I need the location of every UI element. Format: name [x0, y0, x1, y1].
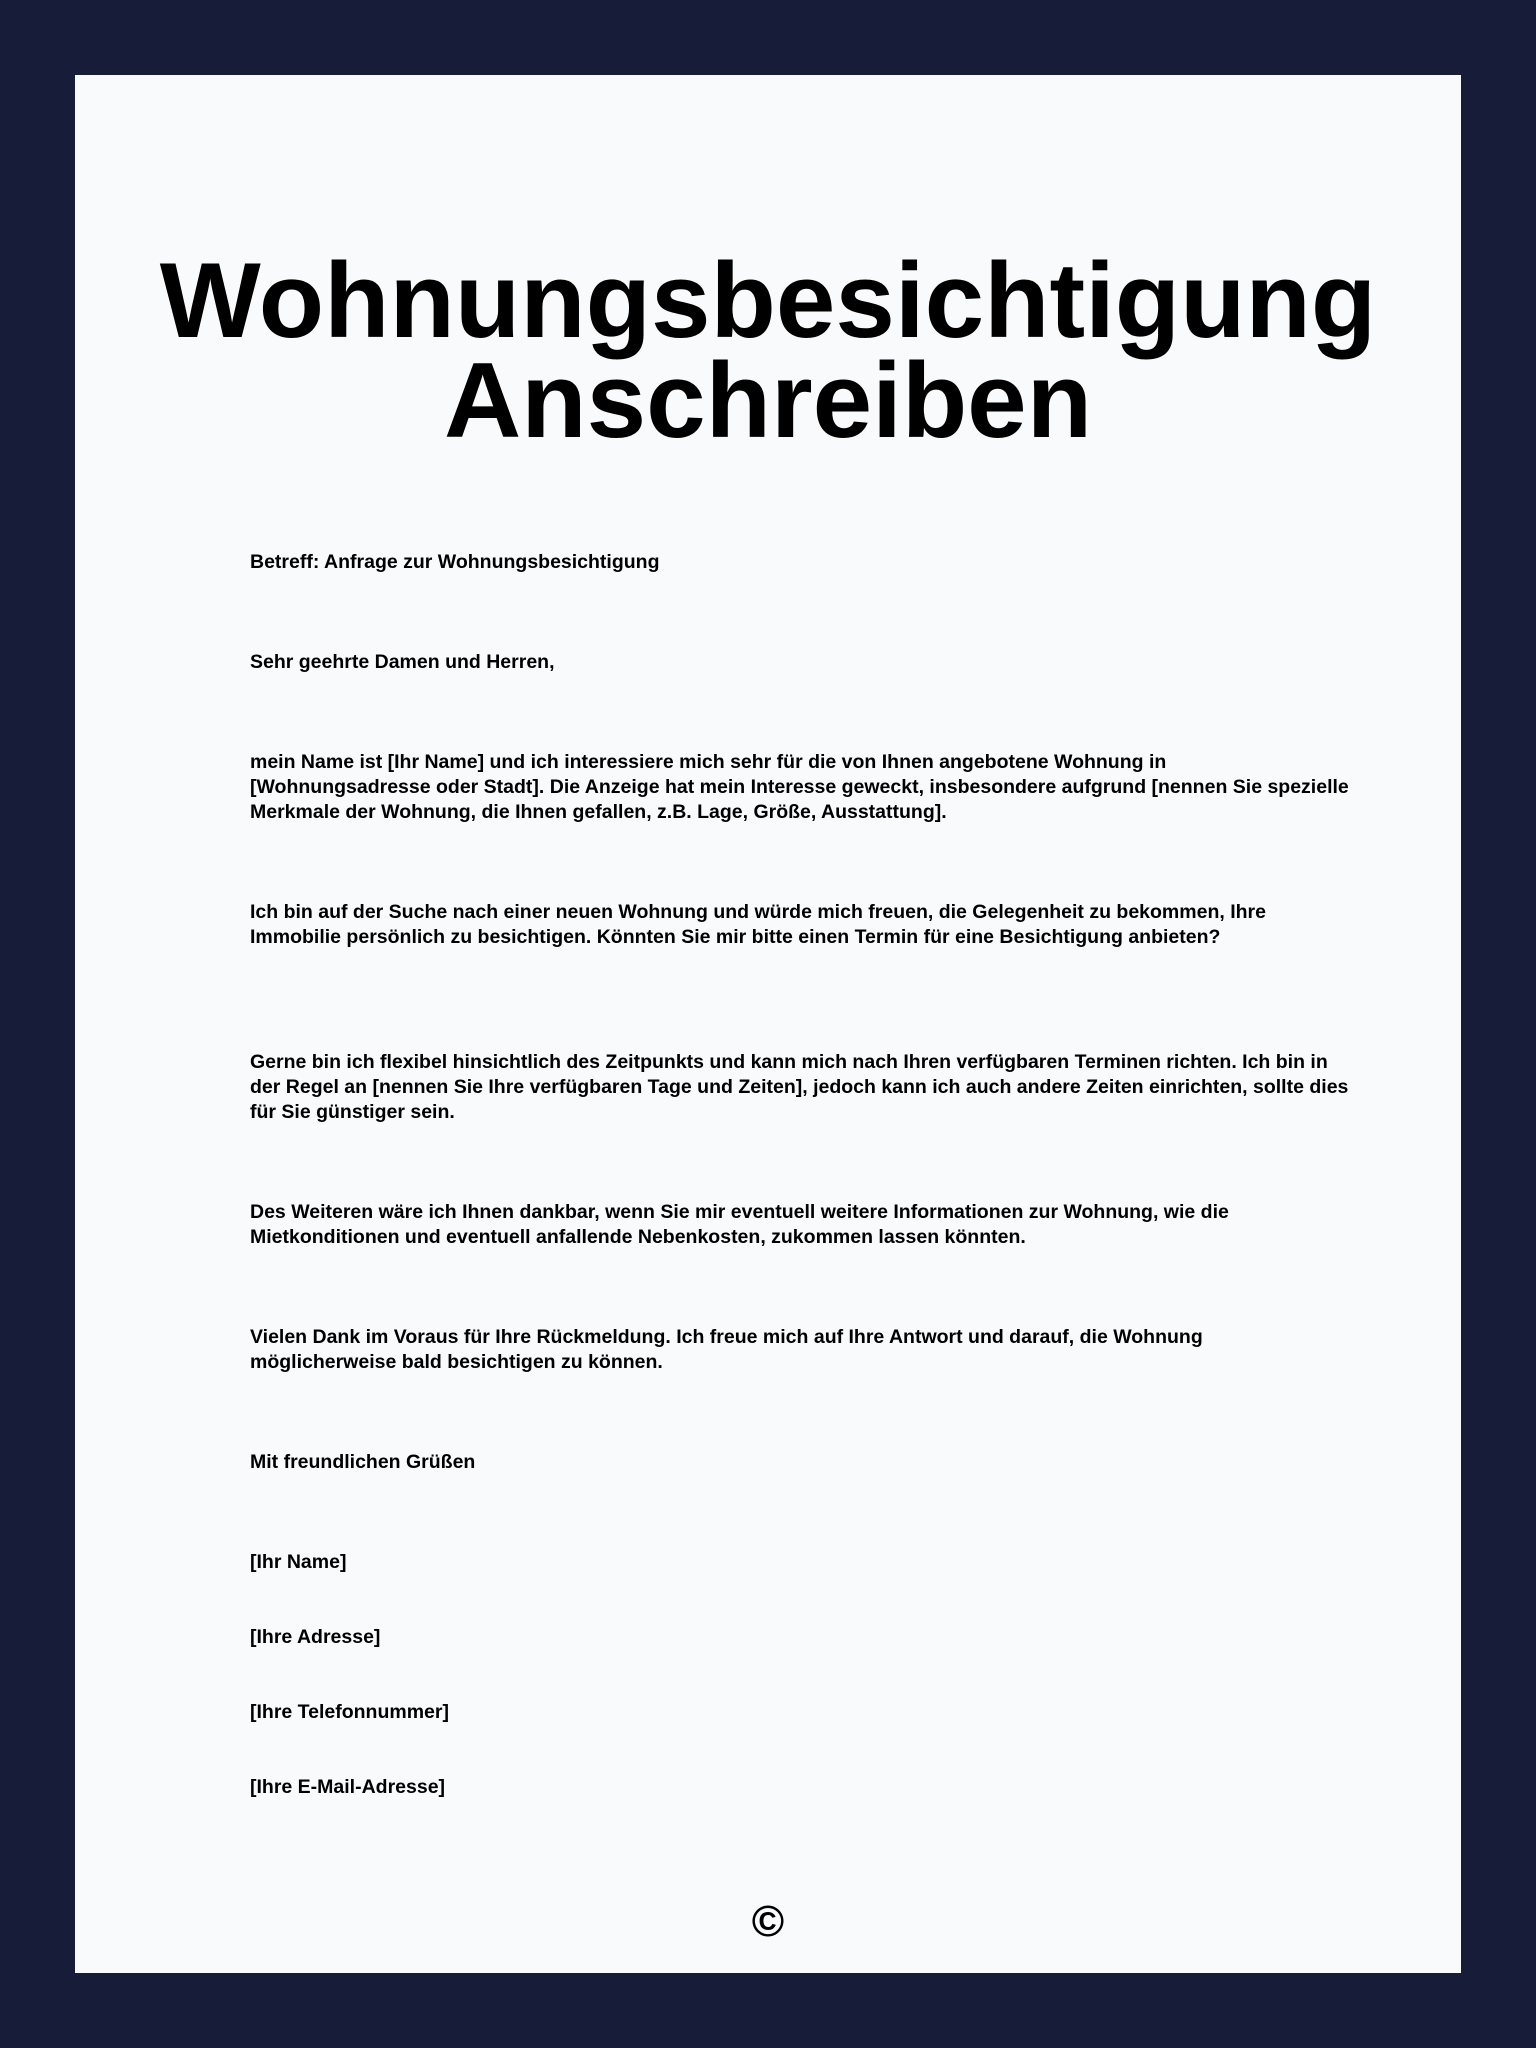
signature-email: [Ihre E-Mail-Adresse]	[250, 1776, 446, 1798]
document-page	[75, 75, 1461, 1973]
page-title	[75, 240, 1461, 460]
letter-paragraph: Vielen Dank im Voraus für Ihre Rückmeldung. Ich freue mich auf Ihre Antwort und darauf, die Wohnung möglicherweise bald besichtigen zu können.	[250, 1326, 1203, 1373]
letter-paragraph: Gerne bin ich flexibel hinsichtlich des Zeitpunkts und kann mich nach Ihren verfügbaren Terminen richten. Ich bin in der Regel an [nennen Sie Ihre verfügbaren Tage und Zeiten], jedoch kann ich auch andere Zeiten einrichten, sollte dies für Sie günstiger sein.	[250, 1051, 1349, 1123]
title-line-2: Anschreiben	[443, 340, 1093, 460]
signature-address: [Ihre Adresse]	[250, 1626, 381, 1648]
copyright-icon: ©	[751, 1897, 785, 1946]
signature-name: [Ihr Name]	[250, 1551, 347, 1573]
title-line-1: Wohnungsbesichtigung	[159, 240, 1377, 360]
letter-subject: Betreff: Anfrage zur Wohnungsbesichtigung	[250, 551, 660, 573]
signature-phone: [Ihre Telefonnummer]	[250, 1701, 449, 1723]
letter-paragraph: Des Weiteren wäre ich Ihnen dankbar, wenn Sie mir eventuell weitere Informationen zur Wohnung, wie die Mietkonditionen und eventuell anfallende Nebenkosten, zukommen lassen könnten.	[250, 1201, 1229, 1248]
letter-paragraph: Ich bin auf der Suche nach einer neuen Wohnung und würde mich freuen, die Gelegenheit zu bekommen, Ihre Immobilie persönlich zu besichtigen. Könnten Sie mir bitte einen Termin für eine Besichtigung anbieten?	[250, 901, 1266, 948]
letter-paragraph: mein Name ist [Ihr Name] und ich interessiere mich sehr für die von Ihnen angebotene Wohnung in [Wohnungsadresse oder Stadt]. Die Anzeige hat mein Interesse geweckt, insbesondere aufgrund [nennen Sie spezielle Merkmale der Wohnung, die Ihnen gefallen, z.B. Lage, Größe, Ausstattung].	[250, 751, 1349, 823]
letter-closing: Mit freundlichen Grüßen	[250, 1451, 476, 1473]
letter-salutation: Sehr geehrte Damen und Herren,	[250, 651, 555, 673]
